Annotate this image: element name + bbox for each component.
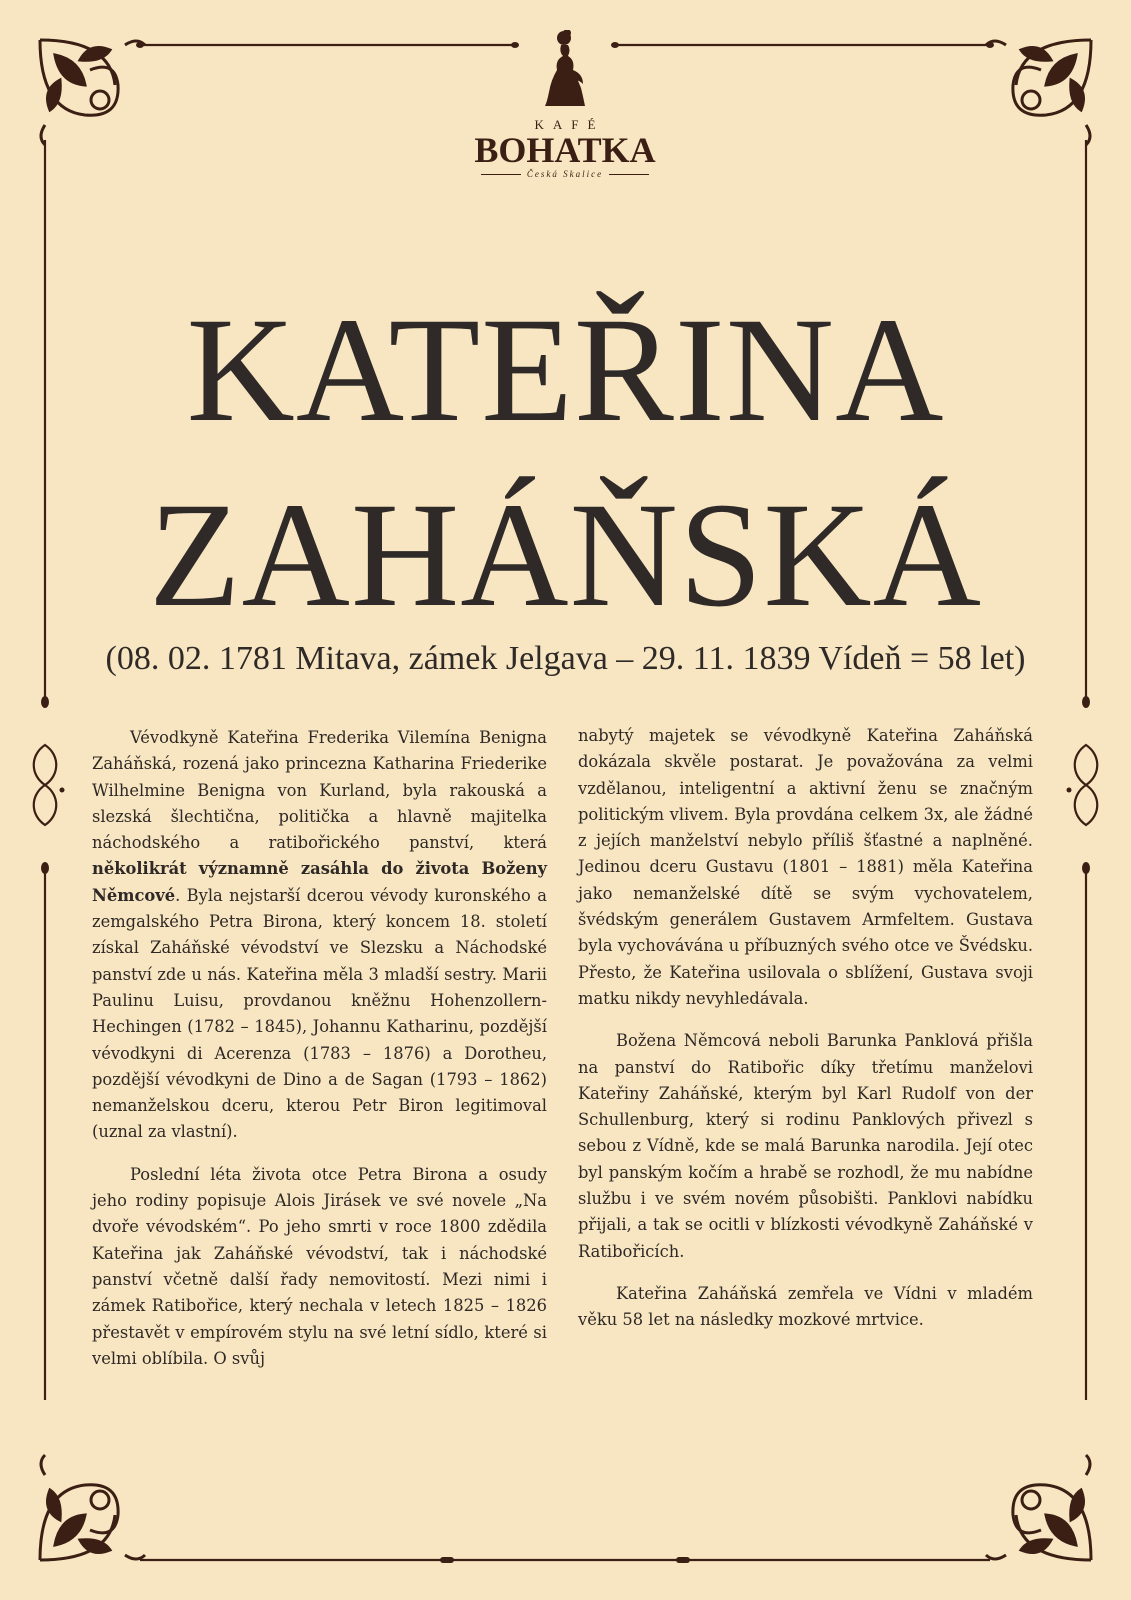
right-paragraph-1: nabytý majetek se vévodkyně Kateřina Zaháňská dokázala skvěle postarat. Je považována za velmi vzdělanou, inteligentní a aktivní ženu se značným politickým vlivem. Byla provdána celkem 3x, ale žádné z jejích manželství nebylo příliš šťastné a naplněné. Jedinou dceru Gustavu (1801 – 1881) měla Kateřina jako nemanželské dítě se svým vychovatelem, švédským generálem Gustavem Armfeltem. Gustava byla vychovávána u příbuzných svého otce ve Švédsku. Přesto, že Kateřina usilovala o sblížení, Gustava svoji matku nikdy nevyhledávala. <box>578 726 1033 1008</box>
logo-brand: BOHATKA <box>474 130 656 170</box>
left-paragraph-1 <box>92 725 547 1146</box>
title-surname: ZAHÁŇSKÁ <box>149 472 982 638</box>
logo-rule-right <box>609 174 649 175</box>
right-paragraph-2: Božena Němcová neboli Barunka Panklová přišla na panství do Ratibořic díky třetímu manželovi Kateřiny Zaháňské, kterým byl Karl Rudolf von der Schullenburg, který si rodinu Panklových přivezl s sebou z Vídně, kde se malá Barunka narodila. Její otec byl panským kočím a hrabě se rozhodl, že mu nabídne službu i ve svém novém působišti. Panklovi nabídku přijali, a tak se ocitli v blízkosti vévodkyně Zaháňské v Ratibořicích. <box>578 1031 1033 1261</box>
left-p1-start: Vévodkyně Kateřina Frederika Vilemína Benigna Zaháňská, rozená jako princezna Katharina Friederike Wilhelmine Benigna von Kurland, byla rakouská a slezská šlechtična, politička a hlavně majitelka náchodského a ratibořického panství, která <box>92 728 547 853</box>
left-column <box>92 725 547 1388</box>
left-p1-end: . Byla nejstarší dcerou vévody kuronského a zemgalského Petra Birona, který koncem 18. století získal Zaháňské vévodství ve Slezsku a Náchodské panství zde u nás. Kateřina měla 3 mladší sestry. Marii Paulinu Luisu, provdanou kněžnu Hohenzollern-Hechingen (1782 – 1845), Johannu Katharinu, pozdější vévodkyni di Acerenza (1783 – 1876) a Dorotheu, pozdější vévodkyni de Dino a de Sagan (1793 – 1862) nemanželskou dceru, kterou Petr Biron legitimoval (uznal za vlastní). <box>92 885 547 1142</box>
corner-ornament-top-left <box>40 40 145 145</box>
logo-place: Česká Skalice <box>526 169 604 179</box>
title-first-name: KATEŘINA <box>186 287 945 453</box>
logo-kafe: KAFÉ <box>534 117 605 132</box>
left-paragraph-2: Poslední léta života otce Petra Birona a osudy jeho rodiny popisuje Alois Jirásek ve své novele „Na dvoře vévodském“. Po jeho smrti v roce 1800 zdědila Kateřina jak Zaháňské vévodství, tak i náchodské panství včetně další řady nemovitostí. Mezi nimi i zámek Ratibořice, který nechala v letech 1825 – 1826 přestavět v empírovém stylu na své letní sídlo, které si velmi oblíbila. O svůj <box>92 1164 547 1368</box>
logo-rule-left <box>481 174 521 175</box>
life-dates: (08. 02. 1781 Mitava, zámek Jelgava – 29. 11. 1839 Vídeň = 58 let) <box>105 640 1026 677</box>
cafe-logo <box>465 30 665 179</box>
left-p1-bold: několikrát významně zasáhla do života Boženy Němcové <box>92 859 547 905</box>
logo-place-row <box>465 169 665 179</box>
lady-silhouette-icon <box>537 30 593 108</box>
right-column <box>578 723 1033 1350</box>
right-paragraph-3: Kateřina Zaháňská zemřela ve Vídni v mladém věku 58 let na následky mozkové mrtvice. <box>578 1283 1033 1330</box>
